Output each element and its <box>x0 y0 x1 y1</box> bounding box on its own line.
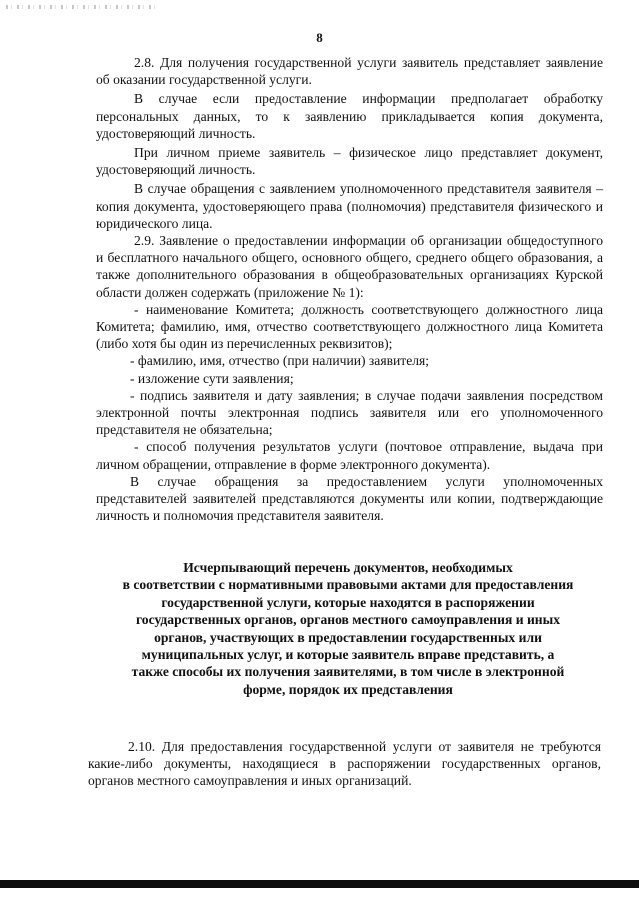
heading-line: форме, порядок их представления <box>243 681 453 697</box>
heading-line: государственных органов, органов местного самоуправления и иных <box>135 612 561 628</box>
page-number: 8 <box>316 30 323 45</box>
heading-line: также способы их получения заявителями, в том числе в электронной <box>131 664 565 680</box>
paragraph-2-8: 2.8. Для получения государственной услуги заявитель представляет заявление об оказании государственной услуги. <box>96 55 603 88</box>
heading-line: муниципальных услуг, и которые заявитель вправе представить, а <box>141 647 555 663</box>
section-heading <box>88 559 608 698</box>
document-body <box>96 54 603 524</box>
heading-line: органов, участвующих в предоставлении государственных или <box>154 629 542 645</box>
scan-edge-bar <box>0 880 639 888</box>
list-item: - наименование Комитета; должность соответствующего должностного лица Комитета; фамилию, имя, отчество соответствующего должностного лица Комитета (либо хотя бы один из перечисленных реквизитов); <box>96 301 603 352</box>
heading-line: Исчерпывающий перечень документов, необходимых <box>183 560 513 575</box>
list-item: - фамилию, имя, отчество (при наличии) заявителя; <box>130 353 430 369</box>
list-item: - способ получения результатов услуги (почтовое отправление, выдача при личном обращении, отправление в форме электронного документа). <box>96 439 603 472</box>
document-body-final <box>88 738 601 790</box>
paragraph-personal-visit: При личном приеме заявитель – физическое лицо представляет документ, удостоверяющий личность. <box>96 145 603 178</box>
paragraph-personal-data: В случае если предоставление информации предполагает обработку персональных данных, то к заявлению прикладывается копия документа, удостоверяющий личность. <box>96 91 603 141</box>
paragraph-2-9: 2.9. Заявление о предоставлении информации об организации общедоступного и бесплатного начального общего, основного общего, среднего общего образования, а также дополнительного образования в общеобразовательных организациях Курской области должен содержать (приложение № 1): <box>96 233 603 300</box>
heading-line: в соответствии с нормативными правовыми актами для предоставления <box>122 577 574 593</box>
list-item: - подпись заявителя и дату заявления; в случае подачи заявления посредством электронной почты электронная подпись заявителя или его уполномоченного представителя не обязательна; <box>96 387 603 438</box>
paragraph-representative: В случае обращения с заявлением уполномоченного представителя заявителя – копия документа, удостоверяющего права (полномочия) представителя физического и юридического лица. <box>96 181 603 231</box>
scan-artifact <box>6 5 156 9</box>
list-item: - изложение сути заявления; <box>130 370 294 386</box>
heading-line: государственной услуги, которые находятся в распоряжении <box>161 594 535 610</box>
paragraph-closing: В случае обращения за предоставлением услуги уполномоченных представителей заявителей представляются документы или копии, подтверждающие личность и полномочия представителя заявителя. <box>96 473 603 524</box>
paragraph-2-10: 2.10. Для предоставления государственной услуги от заявителя не требуются какие-либо документы, находящиеся в распоряжении государственных органов, органов местного самоуправления и иных организаций. <box>88 739 601 789</box>
